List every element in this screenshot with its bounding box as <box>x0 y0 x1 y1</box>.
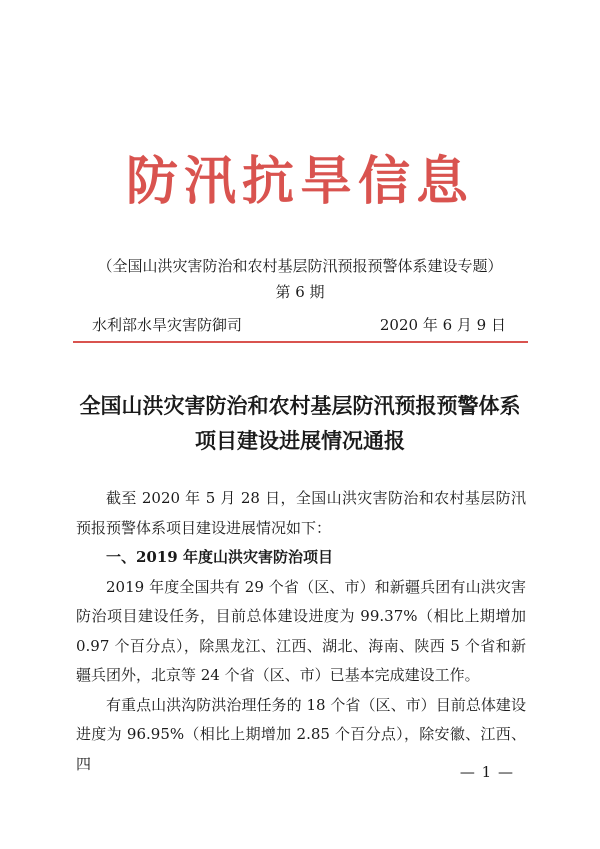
section-heading: 一、2019 年度山洪灾害防治项目 <box>106 548 333 566</box>
issuing-department: 水利部水旱灾害防御司 <box>92 316 243 334</box>
issue-number: 第 6 期 <box>275 283 325 301</box>
body-paragraph: 截至 2020 年 5 月 28 日，全国山洪灾害防治和农村基层防汛预报预警体系项目建设进展情况如下： <box>76 489 526 537</box>
issue-date: 2020 年 6 月 9 日 <box>379 316 506 334</box>
title-line-1: 全国山洪灾害防治和农村基层防汛预报预警体系 <box>79 393 521 418</box>
document-body <box>76 484 526 779</box>
page-number: — 1 — <box>459 763 514 781</box>
document-title <box>60 388 540 458</box>
body-paragraph: 有重点山洪沟防洪治理任务的 18 个省（区、市）目前总体建设进度为 96.95%（相比上期增加 2.85 个百分点），除安徽、江西、四 <box>76 695 526 773</box>
body-paragraph: 2019 年度全国共有 29 个省（区、市）和新疆兵团有山洪灾害防治项目建设任务，目前总体建设进度为 99.37%（相比上期增加 0.97 个百分点），除黑龙江、江西、湖北、海南、陕西 5 个省和新疆兵团外，北京等 24 个省（区、市）已基本完成建设工作。 <box>76 577 526 684</box>
header-divider <box>73 341 528 343</box>
title-line-2: 项目建设进展情况通报 <box>195 428 405 453</box>
special-topic-subtitle: （全国山洪灾害防治和农村基层防汛预报预警体系建设专题） <box>97 257 503 275</box>
masthead-title: 防汛抗旱信息 <box>125 151 474 212</box>
